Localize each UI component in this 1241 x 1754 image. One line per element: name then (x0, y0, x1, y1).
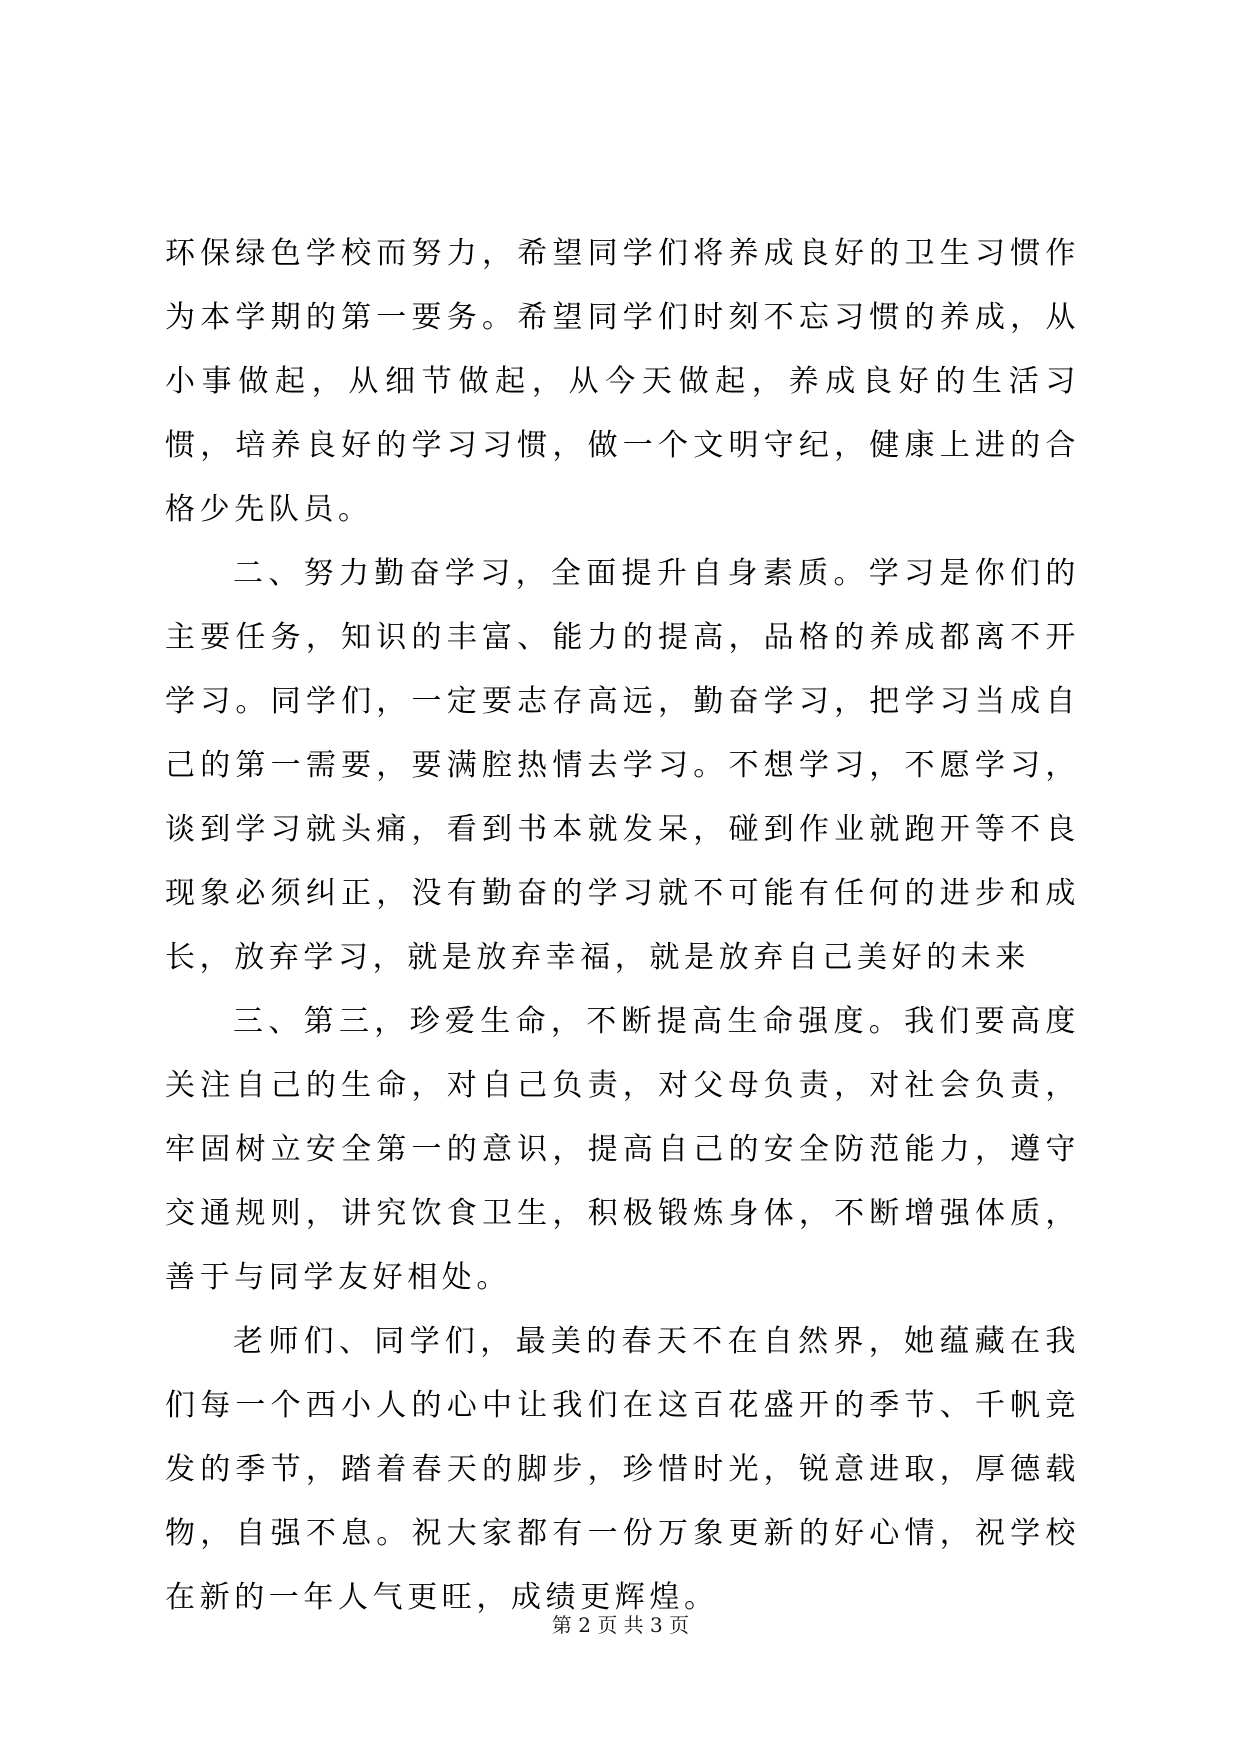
paragraph-habits: 环保绿色学校而努力，希望同学们将养成良好的卫生习惯作为本学期的第一要务。希望同学们时刻不忘习惯的养成，从小事做起，从细节做起，从今天做起，养成良好的生活习惯，培养良好的学习习惯，做一个文明守纪，健康上进的合格少先队员。 (165, 236, 1080, 527)
paragraph-study: 二、努力勤奋学习，全面提升自身素质。学习是你们的主要任务，知识的丰富、能力的提高，品格的养成都离不开学习。同学们，一定要志存高远，勤奋学习，把学习当成自己的第一需要，要满腔热情去学习。不想学习，不愿学习，谈到学习就头痛，看到书本就发呆，碰到作业就跑开等不良现象必须纠正，没有勤奋的学习就不可能有任何的进步和成长，放弃学习，就是放弃幸福，就是放弃自己美好的未来 (165, 556, 1080, 975)
paragraph-life-safety: 三、第三，珍爱生命，不断提高生命强度。我们要高度关注自己的生命，对自己负责，对父母负责，对社会负责，牢固树立安全第一的意识，提高自己的安全防范能力，遵守交通规则，讲究饮食卫生，积极锻炼身体，不断增强体质，善于与同学友好相处。 (165, 1004, 1080, 1295)
paragraph-closing: 老师们、同学们，最美的春天不在自然界，她蕴藏在我们每一个西小人的心中让我们在这百花盛开的季节、千帆竞发的季节，踏着春天的脚步，珍惜时光，锐意进取，厚德载物，自强不息。祝大家都有一份万象更新的好心情，祝学校在新的一年人气更旺，成绩更辉煌。 (165, 1324, 1080, 1615)
page-number-footer: 第 2 页 共 3 页 (551, 1613, 690, 1637)
document-body (165, 222, 1080, 1630)
